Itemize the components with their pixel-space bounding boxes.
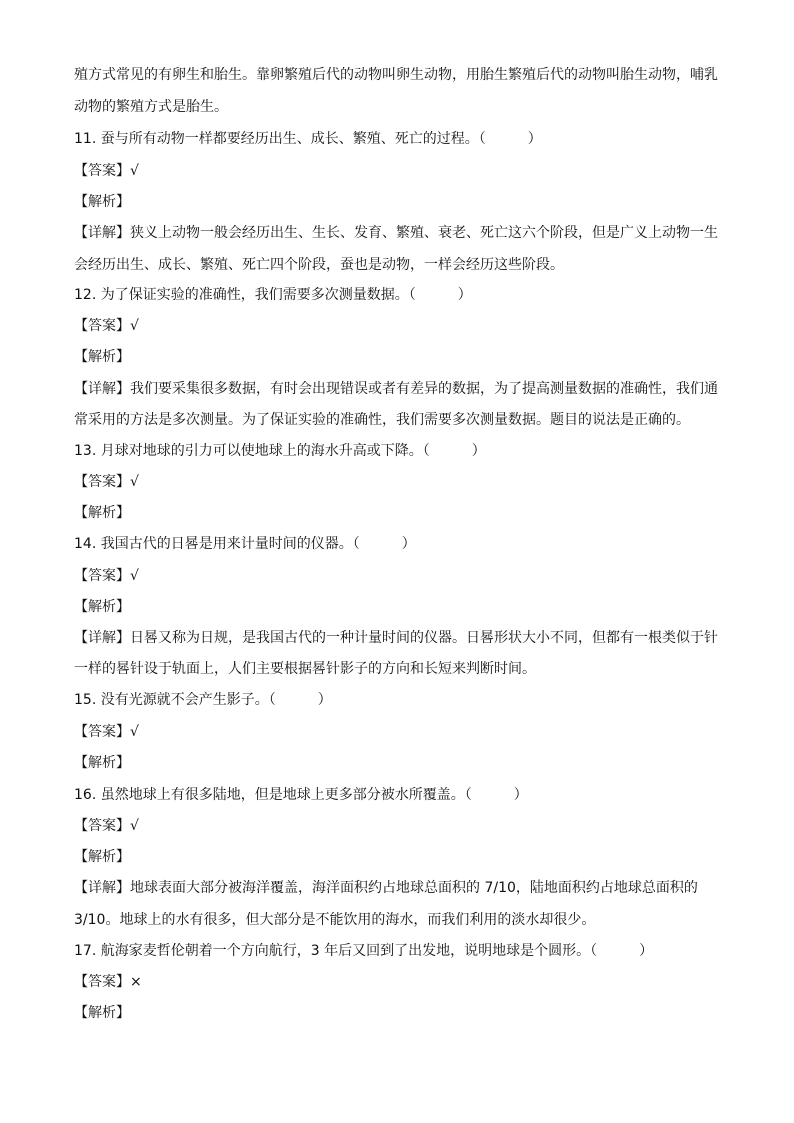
detail-text: 【详解】地球表面大部分被海洋覆盖，海洋面积约占地球总面积的 7/10，陆地面积约占地球总面积的	[74, 880, 698, 896]
answer-label: 【答案】√	[74, 318, 139, 334]
answer-label: 【答案】√	[74, 568, 139, 584]
analysis-label: 【解析】	[74, 349, 130, 365]
answer-label: 【答案】√	[74, 724, 139, 740]
analysis-label: 【解析】	[74, 194, 130, 210]
analysis-label: 【解析】	[74, 849, 130, 865]
question-13: 13. 月球对地球的引力可以使地球上的海水升高或下降。（ ）	[74, 443, 486, 459]
question-11: 11. 蚕与所有动物一样都要经历出生、成长、繁殖、死亡的过程。（ ）	[74, 131, 542, 147]
analysis-label: 【解析】	[74, 755, 130, 771]
question-15: 15. 没有光源就不会产生影子。（ ）	[74, 692, 332, 708]
question-14: 14. 我国古代的日晷是用来计量时间的仪器。（ ）	[74, 536, 416, 552]
detail-text: 【详解】狭义上动物一般会经历出生、生长、发育、繁殖、衰老、死亡这六个阶段，但是广义上动物一生	[74, 225, 718, 241]
question-16: 16. 虽然地球上有很多陆地，但是地球上更多部分被水所覆盖。（ ）	[74, 787, 528, 803]
question-12: 12. 为了保证实验的准确性，我们需要多次测量数据。（ ）	[74, 287, 472, 303]
answer-label: 【答案】√	[74, 474, 139, 490]
text-line: 动物的繁殖方式是胎生。	[74, 99, 228, 115]
analysis-label: 【解析】	[74, 599, 130, 615]
analysis-label: 【解析】	[74, 505, 130, 521]
detail-text: 常采用的方法是多次测量。为了保证实验的准确性，我们需要多次测量数据。题目的说法是正确的。	[74, 412, 690, 428]
detail-text: 一样的晷针设于轨面上，人们主要根据晷针影子的方向和长短来判断时间。	[74, 661, 536, 677]
detail-text: 3/10。地球上的水有很多，但大部分是不能饮用的海水，而我们利用的淡水却很少。	[74, 912, 596, 928]
answer-label: 【答案】√	[74, 163, 139, 179]
answer-label: 【答案】×	[74, 974, 142, 990]
analysis-label: 【解析】	[74, 1005, 130, 1021]
text-line: 殖方式常见的有卵生和胎生。靠卵繁殖后代的动物叫卵生动物，用胎生繁殖后代的动物叫胎生动物，哺乳	[74, 67, 718, 83]
detail-text: 会经历出生、成长、繁殖、死亡四个阶段，蚕也是动物，一样会经历这些阶段。	[74, 257, 564, 273]
answer-label: 【答案】√	[74, 818, 139, 834]
detail-text: 【详解】日晷又称为日规，是我国古代的一种计量时间的仪器。日晷形状大小不同，但都有一根类似于针	[74, 630, 718, 646]
question-17: 17. 航海家麦哲伦朝着一个方向航行，3 年后又回到了出发地，说明地球是个圆形。（ ）	[74, 943, 654, 959]
detail-text: 【详解】我们要采集很多数据，有时会出现错误或者有差异的数据，为了提高测量数据的准确性，我们通	[74, 381, 718, 397]
